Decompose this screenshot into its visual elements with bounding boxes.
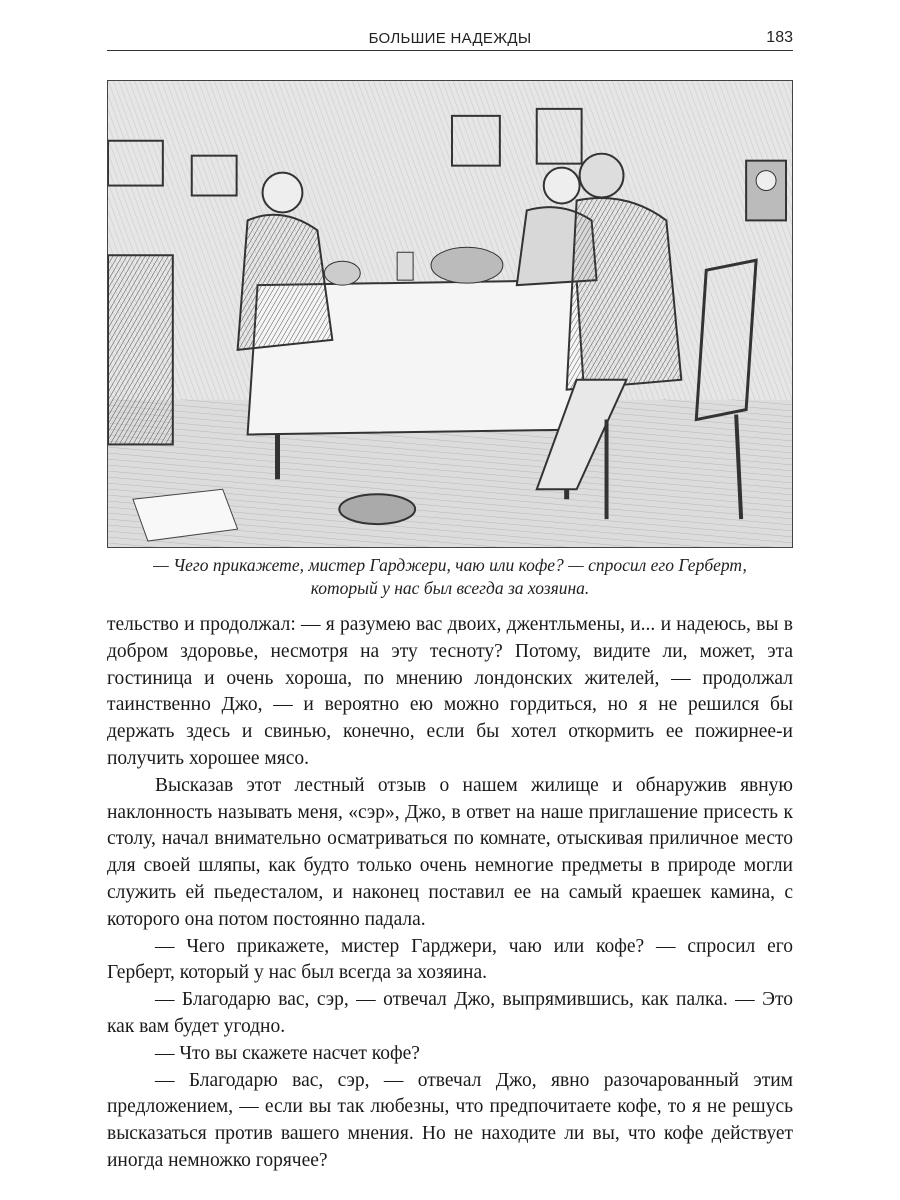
running-header: [107, 28, 793, 51]
paragraph-6: — Благодарю вас, сэр, — отвечал Джо, явно разочарованный этим предложением, — если вы так любезны, что предпочитаете кофе, то я не решусь высказаться против вашего мнения. Но не находите ли вы, что кофе действует иногда немножко горячее?: [107, 1069, 793, 1171]
caption-line-2: который у нас был всегда за хозяина.: [310, 578, 590, 598]
paragraph-5: — Что вы скажете насчет кофе?: [155, 1042, 420, 1064]
paragraph-3: — Чего прикажете, мистер Гарджери, чаю или кофе? — спросил его Герберт, который у нас был всегда за хозяина.: [107, 935, 793, 984]
engraving-illustration: [107, 80, 793, 548]
illustration-caption: [107, 554, 793, 600]
page-number: 183: [766, 29, 793, 46]
illustration-drawing: [108, 81, 792, 547]
paragraph-4: — Благодарю вас, сэр, — отвечал Джо, выпрямившись, как палка. — Это как вам будет угодно.: [107, 989, 793, 1037]
paragraph-2: Высказав этот лестный отзыв о нашем жилище и обнаружив явную наклонность называть меня, «сэр», Джо, в ответ на наше приглашение присесть к столу, начал внимательно осматриваться по комнате, отыскивая приличное место для своей шляпы, как будто только очень немногие предметы в природе могли служить ей пьедесталом, и наконец поставил ее на самый краешек камина, с которого она потом постоянно падала.: [107, 774, 793, 930]
running-title: БОЛЬШИЕ НАДЕЖДЫ: [368, 30, 532, 47]
body-text: [107, 612, 793, 1175]
paragraph-1: тельство и продолжал: — я разумею вас двоих, джентльмены, и... и надеюсь, вы в добром здоровье, несмотря на эту тесноту? Потому, видите ли, может, эта гостиница и очень хороша, по мнению лондонских жителей, — продолжал таинственно Джо, — и вероятно ею можно гордиться, но я не решился бы держать здесь и свинью, конечно, если бы хотел откормить ее пожирнее-и получить хорошее мясо.: [107, 614, 793, 769]
caption-line-1: — Чего прикажете, мистер Гарджери, чаю или кофе? — спросил его Герберт,: [153, 555, 747, 575]
